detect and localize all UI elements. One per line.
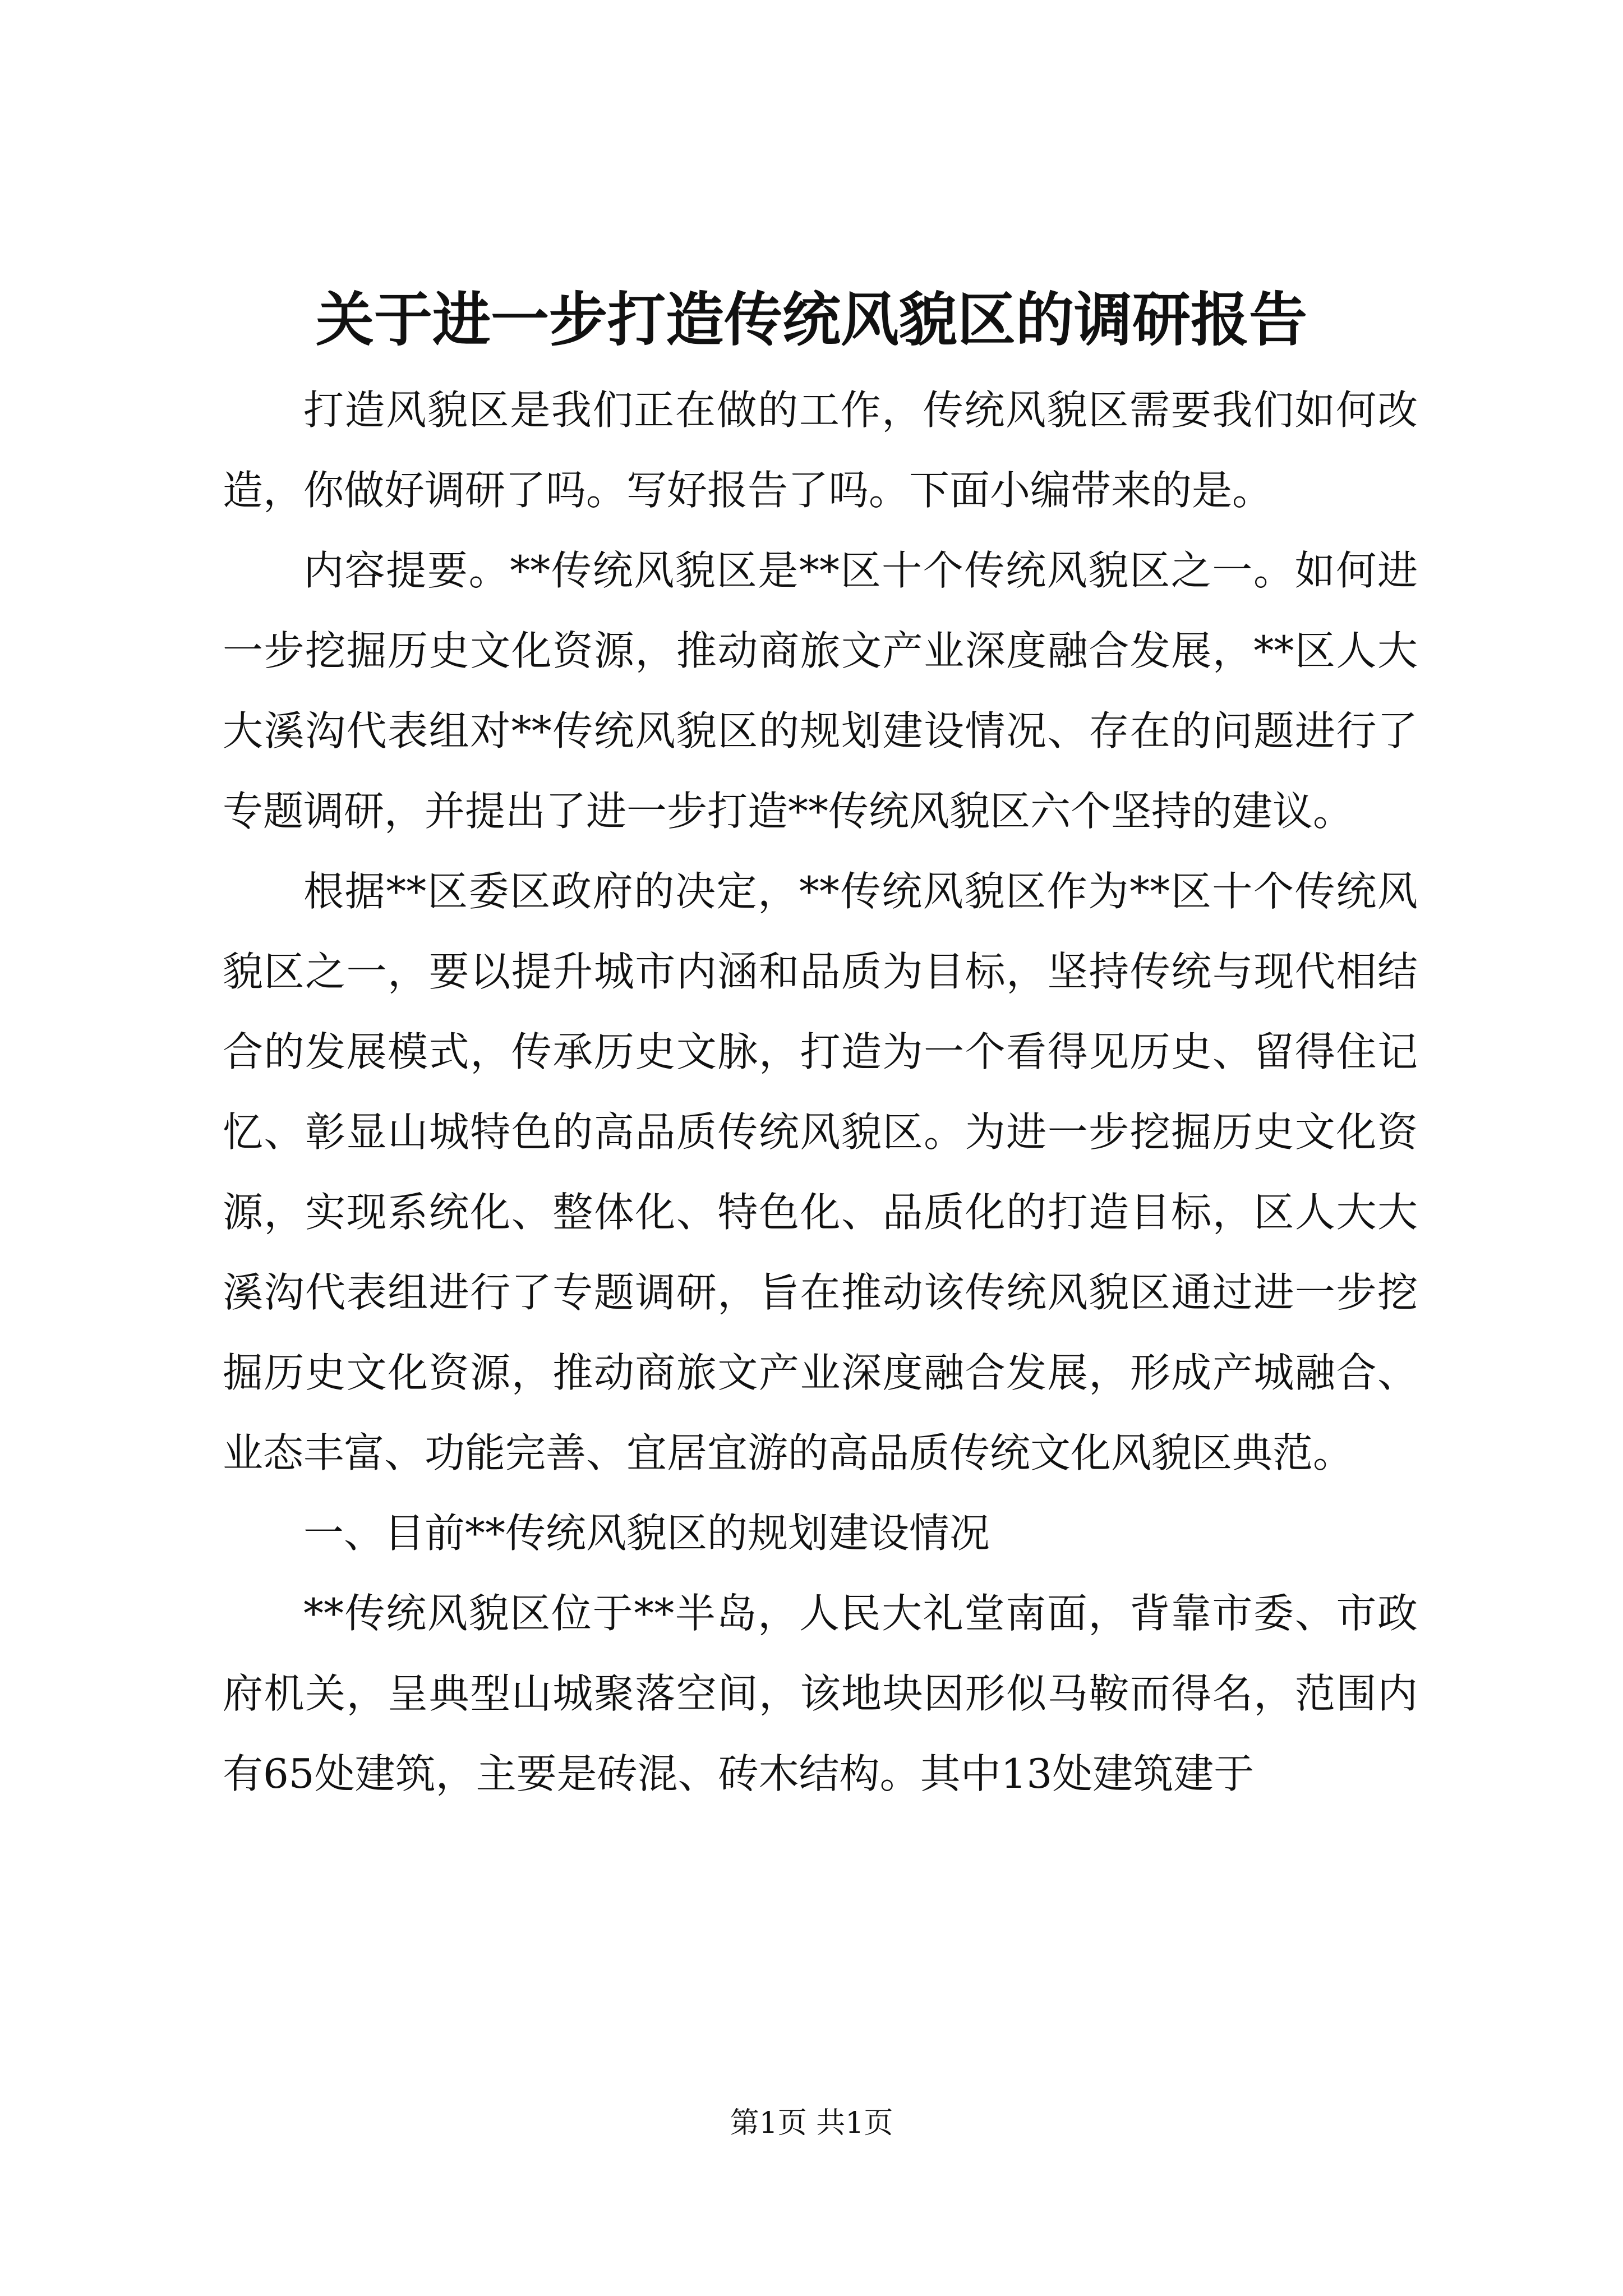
document-body (223, 370, 1418, 1814)
paragraph-background: 根据**区委区政府的决定，**传统风貌区作为**区十个传统风貌区之一，要以提升城市内涵和品质为目标，坚持传统与现代相结合的发展模式，传承历史文脉，打造为一个看得见历史、留得住记忆、彰显山城特色的高品质传统风貌区。为进一步挖掘历史文化资源，实现系统化、整体化、特色化、品质化的打造目标，区人大大溪沟代表组进行了专题调研，旨在推动该传统风貌区通过进一步挖掘历史文化资源，推动商旅文产业深度融合发展，形成产城融合、业态丰富、功能完善、宜居宜游的高品质传统文化风貌区典范。 (223, 868, 1418, 1476)
paragraph-summary: 内容提要。**传统风貌区是**区十个传统风貌区之一。如何进一步挖掘历史文化资源，推动商旅文产业深度融合发展，**区人大大溪沟代表组对**传统风貌区的规划建设情况、存在的问题进行了专题调研，并提出了进一步打造**传统风貌区六个坚持的建议。 (223, 547, 1418, 835)
paragraph-intro: 打造风貌区是我们正在做的工作，传统风貌区需要我们如何改造，你做好调研了吗。写好报告了吗。下面小编带来的是。 (223, 386, 1418, 514)
section-heading: 一、目前**传统风貌区的规划建设情况 (303, 1510, 990, 1557)
page-footer: 第1页 共1页 (730, 2106, 893, 2140)
document-title: 关于进一步打造传统风貌区的调研报告 (315, 285, 1307, 354)
paragraph-location: **传统风貌区位于**半岛，人民大礼堂南面，背靠市委、市政府机关，呈典型山城聚落空间，该地块因形似马鞍而得名，范围内有65处建筑，主要是砖混、砖木结构。其中13处建筑建于 (223, 1590, 1418, 1797)
